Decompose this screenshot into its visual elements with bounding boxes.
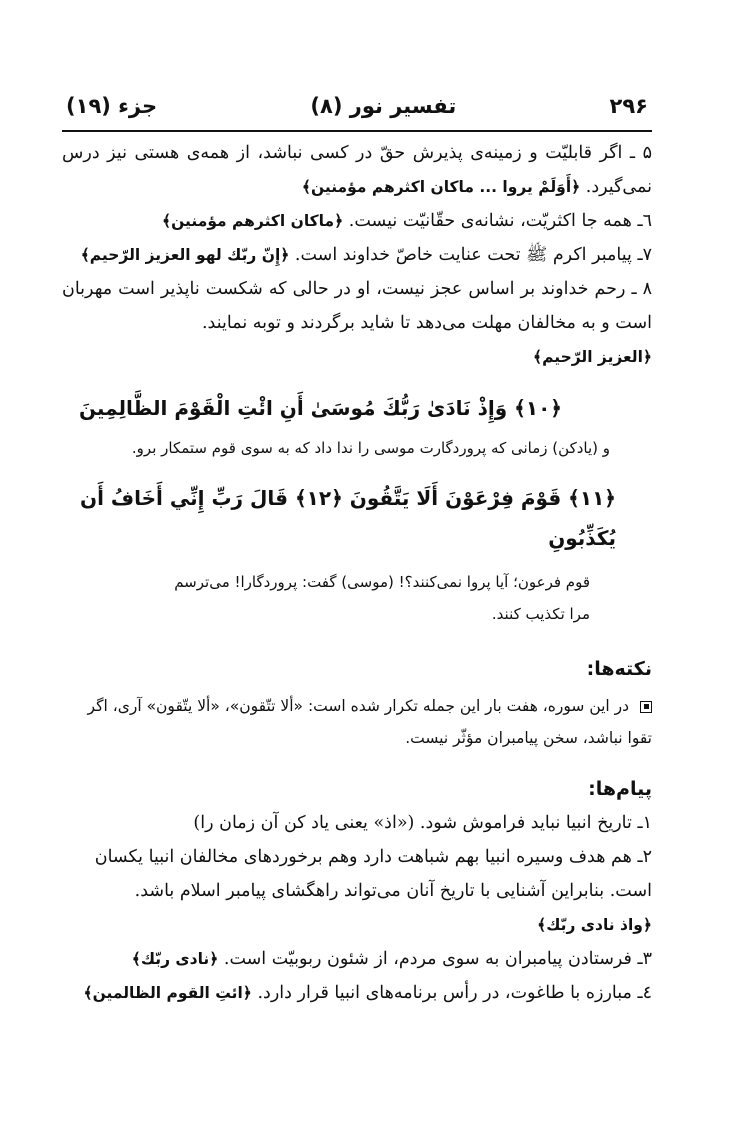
notes-heading: نکته‌ها: — [586, 658, 652, 680]
page-header — [62, 94, 652, 132]
point-item — [62, 204, 652, 238]
message-item — [62, 942, 652, 976]
bullet-square-icon — [640, 701, 652, 713]
point-text: ٧ـ پیامبر اکرم ﷺ تحت عنایت خاصّ خداوند است. — [294, 245, 652, 265]
point-item — [62, 238, 652, 272]
message-text: ٤ـ مبارزه با طاغوت، در رأس برنامه‌های انبیا قرار دارد. — [257, 983, 652, 1003]
point-text: ٦ـ همه جا اکثریّت، نشانه‌ی حقّانیّت نیست. — [348, 211, 652, 231]
quran-verse: ﴿۱۰﴾ وَإِذْ نَادَىٰ رَبُّكَ مُوسَىٰ أَنِ ائْتِ الْقَوْمَ الظَّالِمِينَ — [78, 396, 562, 420]
message-text: ٢ـ هم هدف وسیره انبیا بهم شباهت دارد وهم برخوردهای مخالفان انبیا یکسان است. بنابراین آشنایی با تاریخ آنان می‌تواند راهگشای پیامبر اسلام باشد. — [94, 847, 652, 901]
quran-verse: ﴿۱۱﴾ قَوْمَ فِرْعَوْنَ أَلَا يَتَّقُونَ ﴿۱۲﴾ قَالَ رَبِّ إِنِّي أَخَافُ أَن يُكَذِّبُونِ — [80, 486, 616, 550]
quran-reference: ﴿ائتِ القوم الظالمین﴾ — [83, 984, 252, 1002]
messages-list — [62, 806, 652, 1010]
point-item — [62, 272, 652, 374]
note-text: در این سوره، هفت بار این جمله تکرار شده است: «ألا تتّقون»، «ألا یتّقون» آری، اگر تقوا نباشد، سخن پیامبران مؤثّر نیست. — [87, 697, 652, 747]
book-title: تفسیر نور (۸) — [310, 94, 457, 118]
book-page — [62, 94, 652, 1010]
quran-reference: ﴿واذ نادی ربّك﴾ — [537, 916, 652, 934]
message-item — [62, 806, 652, 840]
messages-heading: پیام‌ها: — [588, 778, 652, 800]
point-item — [62, 136, 652, 204]
quran-reference: ﴿نادی ربّك﴾ — [131, 950, 219, 968]
part-number: جزء (۱۹) — [66, 94, 158, 118]
quran-reference: ﴿ماکان اکثرهم مؤمنین﴾ — [162, 212, 344, 230]
page-number: ۲۹۶ — [609, 94, 648, 118]
message-text: ٣ـ فرستادن پیامبران به سوی مردم، از شئون ربوبیّت است. — [223, 949, 652, 969]
quran-reference: ﴿إِنّ ربّك لهو العزیز الرّحیم﴾ — [80, 246, 290, 264]
message-item — [62, 976, 652, 1010]
message-text: ١ـ تاریخ انبیا نباید فراموش شود. («اذ» یعنی یاد کن آن زمان را) — [193, 813, 652, 833]
verse-translation: قوم فرعون؛ آیا پروا نمی‌کنند؟! (موسی) گفت: پروردگارا! می‌ترسم مرا تکذیب کنند. — [174, 573, 590, 623]
point-text: ۵ ـ اگر قابلیّت و زمینه‌ی پذیرش حقّ در کسی نباشد، از همه‌ی هستی نیز درس نمی‌گیرد. — [62, 143, 652, 197]
quran-reference: ﴿أَوَلَمْ یروا ... ماکان اکثرهم مؤمنین﴾ — [301, 178, 581, 196]
verse-translation: و (یادکن) زمانی که پروردگارت موسی را ندا داد که به سوی قوم ستمکار برو. — [131, 439, 610, 457]
points-list — [62, 136, 652, 374]
point-text: ٨ ـ رحم خداوند بر اساس عجز نیست، او در حالی که شکست ناپذیر است مهربان است و به مخالفان مهلت می‌دهد تا شاید برگردند و توبه نمایند. — [62, 279, 652, 333]
message-item — [62, 840, 652, 942]
note-item — [62, 690, 652, 754]
quran-reference: ﴿العزیز الرّحیم﴾ — [533, 348, 652, 366]
